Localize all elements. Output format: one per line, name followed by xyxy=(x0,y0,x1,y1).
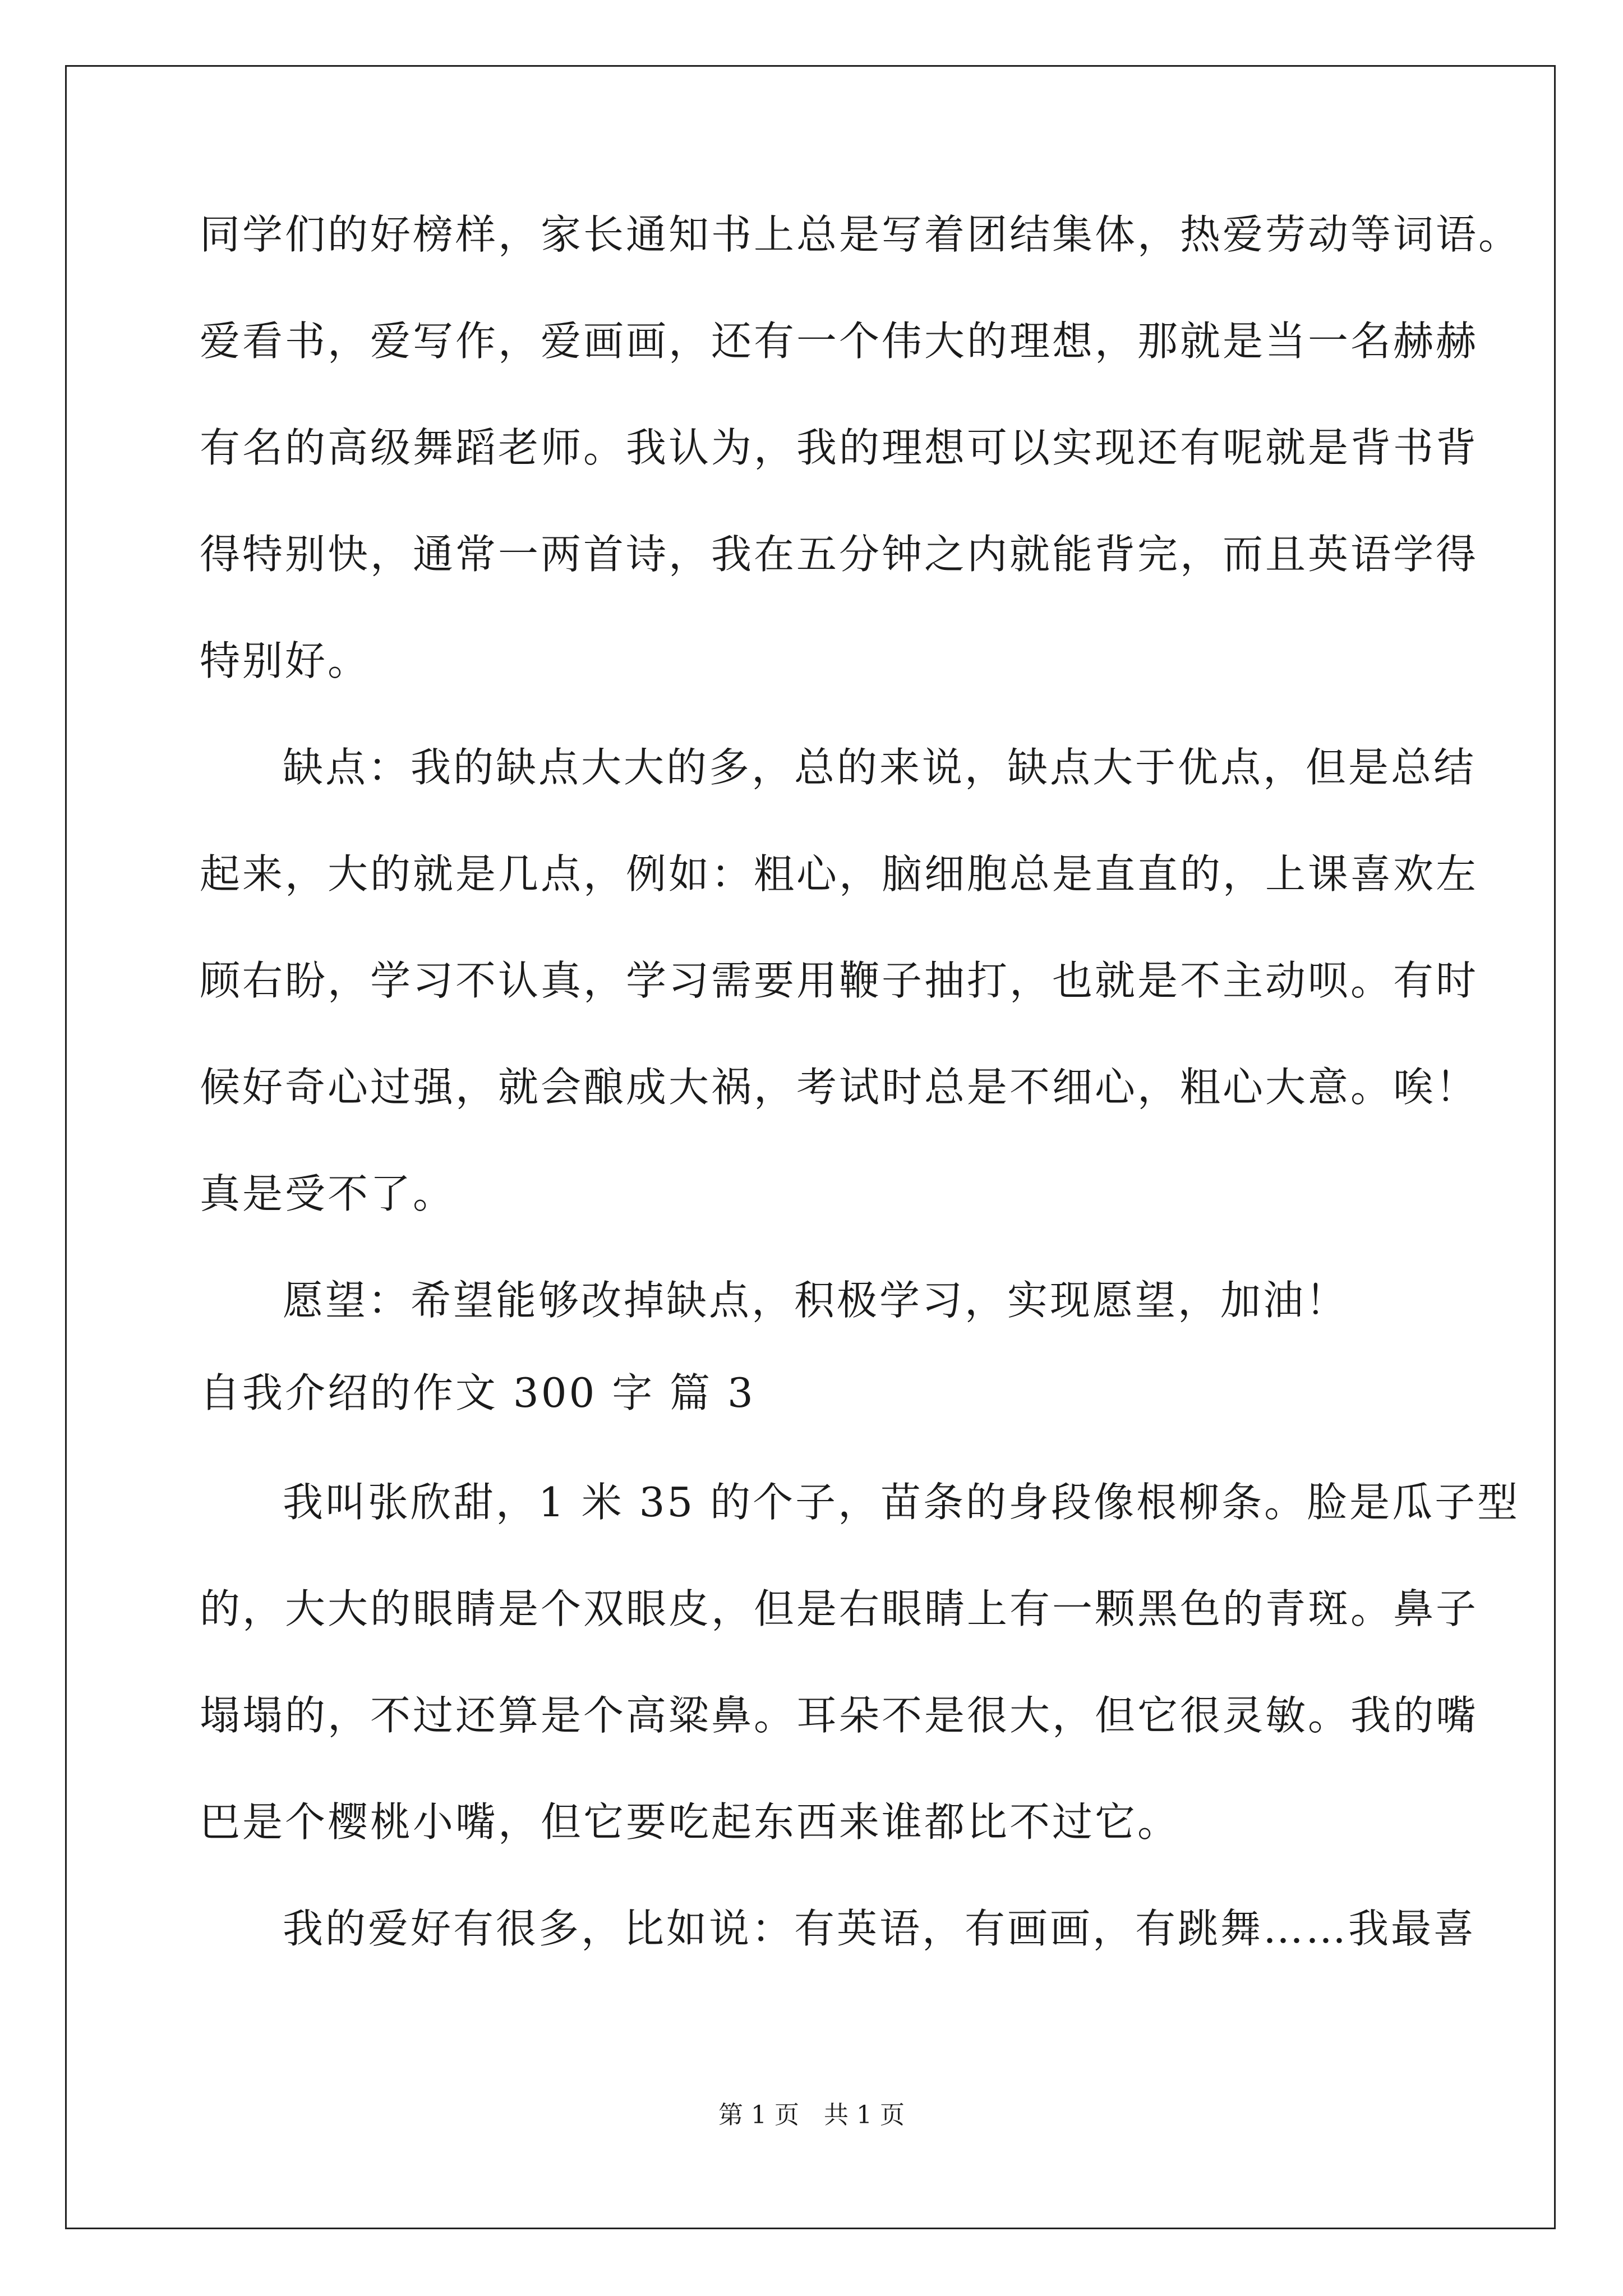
text-line: 同学们的好榜样，家长通知书上总是写着团结集体，热爱劳动等词语。 xyxy=(200,211,1521,258)
paragraph-start-line: 我的爱好有很多，比如说：有英语，有画画，有跳舞……我最喜 xyxy=(283,1905,1477,1952)
text-line: 特别好。 xyxy=(200,637,371,684)
text-line: 有名的高级舞蹈老师。我认为，我的理想可以实现还有呢就是背书背 xyxy=(200,424,1479,471)
text-line: 的，大大的眼睛是个双眼皮，但是右眼睛上有一颗黑色的青斑。鼻子 xyxy=(200,1585,1479,1632)
text-line: 得特别快，通常一两首诗，我在五分钟之内就能背完，而且英语学得 xyxy=(200,531,1479,578)
paragraph-start-line: 我叫张欣甜，1 米 35 的个子，苗条的身段像根柳条。脸是瓜子型 xyxy=(283,1479,1520,1526)
text-line: 候好奇心过强，就会酿成大祸，考试时总是不细心，粗心大意。唉！ xyxy=(200,1064,1479,1111)
text-line: 爱看书，爱写作，爱画画，还有一个伟大的理想，那就是当一名赫赫 xyxy=(200,318,1479,365)
text-line: 顾右盼，学习不认真，学习需要用鞭子抽打，也就是不主动呗。有时 xyxy=(200,957,1479,1004)
text-line: 巴是个樱桃小嘴，但它要吃起东西来谁都比不过它。 xyxy=(200,1798,1181,1846)
paragraph-start-line: 愿望：希望能够改掉缺点，积极学习，实现愿望，加油！ xyxy=(283,1277,1349,1324)
text-line: 真是受不了。 xyxy=(200,1170,456,1217)
page-number-footer: 第 1 页 共 1 页 xyxy=(718,2101,905,2129)
text-line: 塌塌的，不过还算是个高粱鼻。耳朵不是很大，但它很灵敏。我的嘴 xyxy=(200,1692,1479,1739)
paragraph-start-line: 缺点：我的缺点大大的多，总的来说，缺点大于优点，但是总结 xyxy=(283,744,1477,791)
text-line: 起来，大的就是几点，例如：粗心，脑细胞总是直直的，上课喜欢左 xyxy=(200,850,1479,898)
section-heading: 自我介绍的作文 300 字 篇 3 xyxy=(200,1369,755,1416)
